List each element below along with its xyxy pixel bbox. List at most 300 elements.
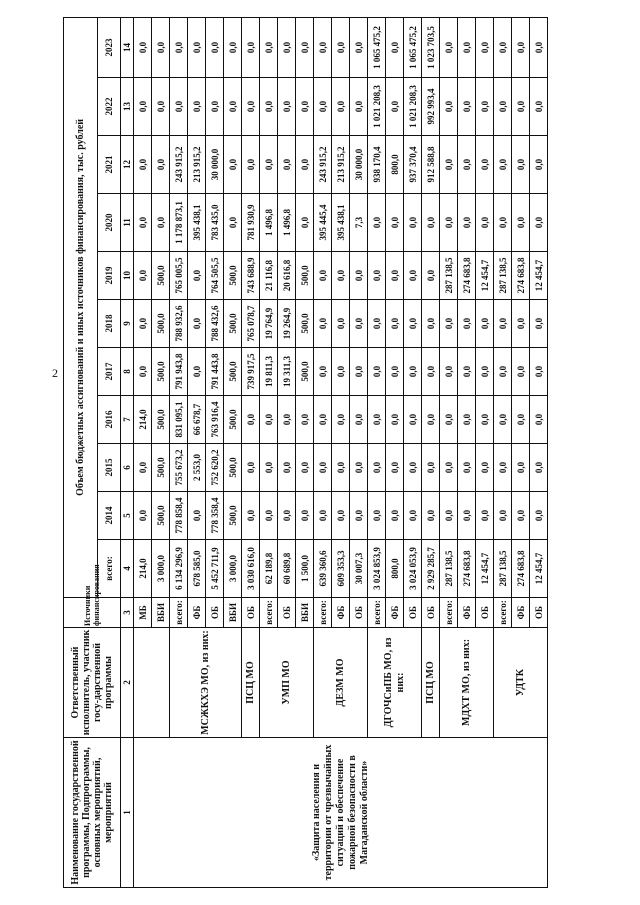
year-header: всего: xyxy=(97,540,120,598)
value-cell: 0,0 xyxy=(494,136,512,194)
source-cell: всего: xyxy=(170,598,188,628)
value-cell: 0,0 xyxy=(386,194,404,252)
value-cell: 0,0 xyxy=(134,492,152,540)
value-cell: 0,0 xyxy=(386,492,404,540)
value-cell: 19 264,9 xyxy=(278,300,296,348)
value-cell: 287 138,5 xyxy=(494,540,512,598)
value-cell: 0,0 xyxy=(440,78,458,136)
value-cell: 0,0 xyxy=(386,300,404,348)
executor-cell: МСЖКХЭ МО, из них: xyxy=(170,628,242,738)
value-cell: 500,0 xyxy=(224,252,242,300)
value-cell: 0,0 xyxy=(332,348,350,396)
value-cell: 1 023 703,5 xyxy=(422,17,440,77)
value-cell: 0,0 xyxy=(530,444,548,492)
value-cell: 0,0 xyxy=(530,136,548,194)
value-cell: 214,0 xyxy=(134,396,152,444)
value-cell: 500,0 xyxy=(224,492,242,540)
value-cell: 0,0 xyxy=(440,444,458,492)
value-cell: 0,0 xyxy=(404,194,422,252)
value-cell: 0,0 xyxy=(152,78,170,136)
value-cell: 781 930,9 xyxy=(242,194,260,252)
source-cell: ВБИ xyxy=(224,598,242,628)
value-cell: 0,0 xyxy=(422,348,440,396)
value-cell: 3 000,0 xyxy=(224,540,242,598)
executor-cell: ДЕЗМ МО xyxy=(314,628,368,738)
value-cell: 0,0 xyxy=(512,17,530,77)
value-cell: 0,0 xyxy=(188,17,206,77)
value-cell: 0,0 xyxy=(368,492,386,540)
source-cell: ФБ xyxy=(332,598,350,628)
value-cell: 0,0 xyxy=(188,78,206,136)
value-cell: 0,0 xyxy=(350,396,368,444)
value-cell: 0,0 xyxy=(512,396,530,444)
value-cell: 0,0 xyxy=(440,194,458,252)
value-cell: 1 496,8 xyxy=(278,194,296,252)
value-cell: 992 993,4 xyxy=(422,78,440,136)
year-header: 2021 xyxy=(97,136,120,194)
header-name: Наименование государственной программы, Подпрограммы, основных мероприятий, мероприятий xyxy=(64,738,121,888)
year-header: 2017 xyxy=(97,348,120,396)
year-header: 2015 xyxy=(97,444,120,492)
value-cell: 0,0 xyxy=(476,17,494,77)
value-cell: 0,0 xyxy=(314,444,332,492)
value-cell: 0,0 xyxy=(440,396,458,444)
value-cell: 500,0 xyxy=(296,348,314,396)
value-cell: 0,0 xyxy=(422,492,440,540)
value-cell: 500,0 xyxy=(152,396,170,444)
value-cell: 1 500,0 xyxy=(296,540,314,598)
value-cell: 0,0 xyxy=(278,136,296,194)
value-cell: 0,0 xyxy=(350,348,368,396)
column-index: 4 xyxy=(121,540,134,598)
value-cell: 500,0 xyxy=(296,300,314,348)
value-cell: 0,0 xyxy=(368,194,386,252)
value-cell: 0,0 xyxy=(206,78,224,136)
source-cell: всего: xyxy=(494,598,512,628)
source-cell: ФБ xyxy=(458,598,476,628)
value-cell: 0,0 xyxy=(332,492,350,540)
value-cell: 274 683,8 xyxy=(458,540,476,598)
value-cell: 0,0 xyxy=(350,17,368,77)
source-cell: ОБ xyxy=(476,598,494,628)
value-cell: 500,0 xyxy=(224,300,242,348)
value-cell: 0,0 xyxy=(494,396,512,444)
value-cell: 0,0 xyxy=(530,492,548,540)
source-cell: всего: xyxy=(440,598,458,628)
value-cell: 19 764,9 xyxy=(260,300,278,348)
value-cell: 0,0 xyxy=(170,78,188,136)
value-cell: 0,0 xyxy=(242,17,260,77)
value-cell: 274 683,8 xyxy=(512,252,530,300)
value-cell: 1 021 208,3 xyxy=(368,78,386,136)
value-cell: 938 170,4 xyxy=(368,136,386,194)
value-cell: 2 929 285,7 xyxy=(422,540,440,598)
value-cell: 0,0 xyxy=(332,252,350,300)
value-cell: 3 024 053,9 xyxy=(404,540,422,598)
value-cell: 0,0 xyxy=(350,300,368,348)
value-cell: 0,0 xyxy=(476,194,494,252)
value-cell: 0,0 xyxy=(296,444,314,492)
table-row xyxy=(134,17,152,887)
source-cell: ФБ xyxy=(386,598,404,628)
value-cell: 12 454,7 xyxy=(476,252,494,300)
year-header: 2019 xyxy=(97,252,120,300)
value-cell: 0,0 xyxy=(152,136,170,194)
value-cell: 395 438,1 xyxy=(332,194,350,252)
value-cell: 0,0 xyxy=(494,348,512,396)
value-cell: 0,0 xyxy=(440,17,458,77)
value-cell: 0,0 xyxy=(458,444,476,492)
value-cell: 0,0 xyxy=(188,492,206,540)
executor-cell: ДГОЧСиПБ МО, из них: xyxy=(368,628,422,738)
value-cell: 0,0 xyxy=(242,444,260,492)
value-cell: 0,0 xyxy=(512,136,530,194)
value-cell: 0,0 xyxy=(332,17,350,77)
value-cell: 783 435,0 xyxy=(206,194,224,252)
value-cell: 0,0 xyxy=(386,444,404,492)
value-cell: 0,0 xyxy=(494,17,512,77)
value-cell: 12 454,7 xyxy=(530,252,548,300)
source-cell: всего: xyxy=(368,598,386,628)
value-cell: 788 932,6 xyxy=(170,300,188,348)
value-cell: 0,0 xyxy=(134,300,152,348)
year-header: 2014 xyxy=(97,492,120,540)
value-cell: 0,0 xyxy=(134,444,152,492)
executor-cell: УМП МО xyxy=(260,628,314,738)
executor-cell: УДТК xyxy=(494,628,548,738)
column-index: 12 xyxy=(121,136,134,194)
column-index: 13 xyxy=(121,78,134,136)
executor-cell xyxy=(134,628,170,738)
value-cell: 66 678,7 xyxy=(188,396,206,444)
value-cell: 0,0 xyxy=(260,492,278,540)
value-cell: 21 116,8 xyxy=(260,252,278,300)
value-cell: 0,0 xyxy=(314,300,332,348)
value-cell: 0,0 xyxy=(350,444,368,492)
value-cell: 0,0 xyxy=(458,348,476,396)
value-cell: 500,0 xyxy=(152,252,170,300)
value-cell: 0,0 xyxy=(494,194,512,252)
value-cell: 0,0 xyxy=(296,78,314,136)
value-cell: 800,0 xyxy=(386,540,404,598)
value-cell: 0,0 xyxy=(278,78,296,136)
value-cell: 0,0 xyxy=(152,194,170,252)
value-cell: 213 915,2 xyxy=(332,136,350,194)
value-cell: 0,0 xyxy=(440,300,458,348)
value-cell: 0,0 xyxy=(440,136,458,194)
value-cell: 0,0 xyxy=(530,396,548,444)
value-cell: 0,0 xyxy=(512,78,530,136)
value-cell: 500,0 xyxy=(296,252,314,300)
value-cell: 0,0 xyxy=(386,396,404,444)
value-cell: 0,0 xyxy=(242,78,260,136)
funding-table xyxy=(63,17,548,888)
source-cell: ФБ xyxy=(188,598,206,628)
source-cell: ОБ xyxy=(350,598,368,628)
value-cell: 0,0 xyxy=(458,396,476,444)
value-cell: 19 311,3 xyxy=(278,348,296,396)
value-cell: 1 065 475,2 xyxy=(368,17,386,77)
value-cell: 0,0 xyxy=(350,78,368,136)
value-cell: 0,0 xyxy=(512,348,530,396)
value-cell: 0,0 xyxy=(458,78,476,136)
value-cell: 0,0 xyxy=(332,444,350,492)
value-cell: 763 916,4 xyxy=(206,396,224,444)
source-cell: ОБ xyxy=(530,598,548,628)
executor-cell: ПСЦ МО xyxy=(422,628,440,738)
value-cell: 0,0 xyxy=(404,348,422,396)
executor-cell: МДХТ МО, из них: xyxy=(440,628,494,738)
value-cell: 0,0 xyxy=(494,300,512,348)
value-cell: 0,0 xyxy=(224,17,242,77)
value-cell: 243 915,2 xyxy=(170,136,188,194)
value-cell: 0,0 xyxy=(260,396,278,444)
value-cell: 500,0 xyxy=(224,396,242,444)
value-cell: 0,0 xyxy=(350,252,368,300)
value-cell: 0,0 xyxy=(134,348,152,396)
value-cell: 778 858,4 xyxy=(170,492,188,540)
value-cell: 0,0 xyxy=(314,492,332,540)
value-cell: 0,0 xyxy=(386,17,404,77)
value-cell: 765 005,5 xyxy=(170,252,188,300)
value-cell: 0,0 xyxy=(458,300,476,348)
value-cell: 0,0 xyxy=(512,300,530,348)
value-cell: 791 443,8 xyxy=(206,348,224,396)
value-cell: 800,0 xyxy=(386,136,404,194)
source-cell: МБ xyxy=(134,598,152,628)
value-cell: 0,0 xyxy=(404,492,422,540)
header-executor: Ответственный исполнитель, участник госу-дарственной программы xyxy=(64,628,121,738)
value-cell: 0,0 xyxy=(422,300,440,348)
value-cell: 0,0 xyxy=(134,17,152,77)
value-cell: 0,0 xyxy=(188,300,206,348)
value-cell: 0,0 xyxy=(134,136,152,194)
column-index: 10 xyxy=(121,252,134,300)
value-cell: 755 673,2 xyxy=(170,444,188,492)
value-cell: 765 078,7 xyxy=(242,300,260,348)
value-cell: 831 095,1 xyxy=(170,396,188,444)
value-cell: 0,0 xyxy=(332,396,350,444)
column-index: 7 xyxy=(121,396,134,444)
value-cell: 20 616,8 xyxy=(278,252,296,300)
value-cell: 0,0 xyxy=(530,348,548,396)
value-cell: 30 000,0 xyxy=(350,136,368,194)
column-index: 5 xyxy=(121,492,134,540)
value-cell: 0,0 xyxy=(224,194,242,252)
value-cell: 30 007,3 xyxy=(350,540,368,598)
value-cell: 0,0 xyxy=(314,348,332,396)
column-index: 8 xyxy=(121,348,134,396)
value-cell: 0,0 xyxy=(242,136,260,194)
value-cell: 500,0 xyxy=(152,492,170,540)
value-cell: 0,0 xyxy=(260,444,278,492)
value-cell: 0,0 xyxy=(188,348,206,396)
value-cell: 395 438,1 xyxy=(188,194,206,252)
value-cell: 0,0 xyxy=(314,17,332,77)
value-cell: 0,0 xyxy=(422,194,440,252)
value-cell: 0,0 xyxy=(422,444,440,492)
value-cell: 609 353,3 xyxy=(332,540,350,598)
value-cell: 1 178 873,1 xyxy=(170,194,188,252)
value-cell: 0,0 xyxy=(386,78,404,136)
value-cell: 0,0 xyxy=(332,300,350,348)
value-cell: 0,0 xyxy=(278,492,296,540)
column-index: 9 xyxy=(121,300,134,348)
value-cell: 0,0 xyxy=(368,252,386,300)
value-cell: 0,0 xyxy=(260,17,278,77)
executor-cell: ПСЦ МО xyxy=(242,628,260,738)
value-cell: 0,0 xyxy=(404,252,422,300)
value-cell: 500,0 xyxy=(152,348,170,396)
value-cell: 0,0 xyxy=(494,78,512,136)
value-cell: 0,0 xyxy=(134,194,152,252)
source-cell: ОБ xyxy=(278,598,296,628)
value-cell: 0,0 xyxy=(530,194,548,252)
value-cell: 19 811,3 xyxy=(260,348,278,396)
value-cell: 0,0 xyxy=(458,17,476,77)
source-cell: ОБ xyxy=(404,598,422,628)
value-cell: 0,0 xyxy=(152,17,170,77)
value-cell: 0,0 xyxy=(134,78,152,136)
value-cell: 0,0 xyxy=(530,17,548,77)
value-cell: 1 021 208,3 xyxy=(404,78,422,136)
header-source: Источники финансирования xyxy=(64,598,121,628)
value-cell: 0,0 xyxy=(260,78,278,136)
value-cell: 0,0 xyxy=(278,17,296,77)
value-cell: 0,0 xyxy=(242,396,260,444)
column-index: 3 xyxy=(121,598,134,628)
column-index: 11 xyxy=(121,194,134,252)
column-index: 1 xyxy=(121,738,134,888)
value-cell: 0,0 xyxy=(476,492,494,540)
program-name: «Защита населения и территории от чрезвычайных ситуаций и обеспечение пожарной безопасности в Магаданской области» xyxy=(134,738,548,888)
value-cell: 0,0 xyxy=(296,136,314,194)
value-cell: 12 454,7 xyxy=(530,540,548,598)
year-header: 2018 xyxy=(97,300,120,348)
table-body xyxy=(134,17,548,887)
column-index: 6 xyxy=(121,444,134,492)
value-cell: 0,0 xyxy=(368,396,386,444)
value-cell: 0,0 xyxy=(260,136,278,194)
value-cell: 0,0 xyxy=(512,492,530,540)
year-header: 2023 xyxy=(97,17,120,77)
value-cell: 500,0 xyxy=(224,444,242,492)
value-cell: 0,0 xyxy=(188,252,206,300)
value-cell: 0,0 xyxy=(368,444,386,492)
page-number: 2 xyxy=(52,366,58,380)
value-cell: 0,0 xyxy=(314,252,332,300)
value-cell: 0,0 xyxy=(314,396,332,444)
value-cell: 0,0 xyxy=(440,492,458,540)
value-cell: 287 138,5 xyxy=(440,540,458,598)
value-cell: 287 138,5 xyxy=(494,252,512,300)
value-cell: 0,0 xyxy=(386,252,404,300)
value-cell: 0,0 xyxy=(368,300,386,348)
value-cell: 0,0 xyxy=(404,300,422,348)
value-cell: 500,0 xyxy=(152,300,170,348)
value-cell: 30 000,0 xyxy=(206,136,224,194)
value-cell: 1 065 475,2 xyxy=(404,17,422,77)
value-cell: 739 917,5 xyxy=(242,348,260,396)
value-cell: 0,0 xyxy=(530,78,548,136)
value-cell: 3 024 853,9 xyxy=(368,540,386,598)
value-cell: 912 588,8 xyxy=(422,136,440,194)
value-cell: 788 432,6 xyxy=(206,300,224,348)
value-cell: 0,0 xyxy=(296,17,314,77)
value-cell: 0,0 xyxy=(494,492,512,540)
source-cell: ОБ xyxy=(422,598,440,628)
value-cell: 639 360,6 xyxy=(314,540,332,598)
value-cell: 0,0 xyxy=(422,396,440,444)
value-cell: 678 585,0 xyxy=(188,540,206,598)
header-funding-group: Объем бюджетных ассигнований и иных источников финансирования, тыс. рублей xyxy=(64,17,98,597)
value-cell: 0,0 xyxy=(440,348,458,396)
value-cell: 0,0 xyxy=(476,136,494,194)
value-cell: 0,0 xyxy=(386,348,404,396)
value-cell: 0,0 xyxy=(476,348,494,396)
value-cell: 0,0 xyxy=(458,492,476,540)
value-cell: 1 496,8 xyxy=(260,194,278,252)
value-cell: 0,0 xyxy=(404,444,422,492)
value-cell: 0,0 xyxy=(458,194,476,252)
year-header: 2016 xyxy=(97,396,120,444)
source-cell: всего: xyxy=(314,598,332,628)
value-cell: 60 689,8 xyxy=(278,540,296,598)
value-cell: 0,0 xyxy=(458,136,476,194)
value-cell: 0,0 xyxy=(242,492,260,540)
column-index: 14 xyxy=(121,17,134,77)
source-cell: ОБ xyxy=(206,598,224,628)
value-cell: 214,0 xyxy=(134,540,152,598)
value-cell: 3 000,0 xyxy=(152,540,170,598)
value-cell: 0,0 xyxy=(476,444,494,492)
source-cell: ОБ xyxy=(242,598,260,628)
value-cell: 0,0 xyxy=(530,300,548,348)
value-cell: 0,0 xyxy=(314,78,332,136)
year-header: 2022 xyxy=(97,78,120,136)
value-cell: 0,0 xyxy=(206,17,224,77)
source-cell: ВБИ xyxy=(152,598,170,628)
value-cell: 287 138,5 xyxy=(440,252,458,300)
value-cell: 0,0 xyxy=(350,492,368,540)
value-cell: 0,0 xyxy=(476,300,494,348)
value-cell: 764 505,5 xyxy=(206,252,224,300)
column-index: 2 xyxy=(121,628,134,738)
value-cell: 0,0 xyxy=(332,78,350,136)
value-cell: 0,0 xyxy=(170,17,188,77)
value-cell: 7,3 xyxy=(350,194,368,252)
value-cell: 0,0 xyxy=(296,194,314,252)
value-cell: 3 030 616,0 xyxy=(242,540,260,598)
value-cell: 500,0 xyxy=(224,348,242,396)
value-cell: 0,0 xyxy=(278,396,296,444)
value-cell: 213 915,2 xyxy=(188,136,206,194)
value-cell: 0,0 xyxy=(278,444,296,492)
value-cell: 0,0 xyxy=(224,78,242,136)
value-cell: 243 915,2 xyxy=(314,136,332,194)
value-cell: 0,0 xyxy=(296,492,314,540)
value-cell: 0,0 xyxy=(494,444,512,492)
value-cell: 937 370,4 xyxy=(404,136,422,194)
source-cell: ФБ xyxy=(512,598,530,628)
value-cell: 0,0 xyxy=(422,252,440,300)
value-cell: 791 943,8 xyxy=(170,348,188,396)
value-cell: 0,0 xyxy=(512,194,530,252)
value-cell: 0,0 xyxy=(476,78,494,136)
value-cell: 6 134 296,9 xyxy=(170,540,188,598)
rotated-table-container xyxy=(63,20,603,888)
value-cell: 743 688,9 xyxy=(242,252,260,300)
